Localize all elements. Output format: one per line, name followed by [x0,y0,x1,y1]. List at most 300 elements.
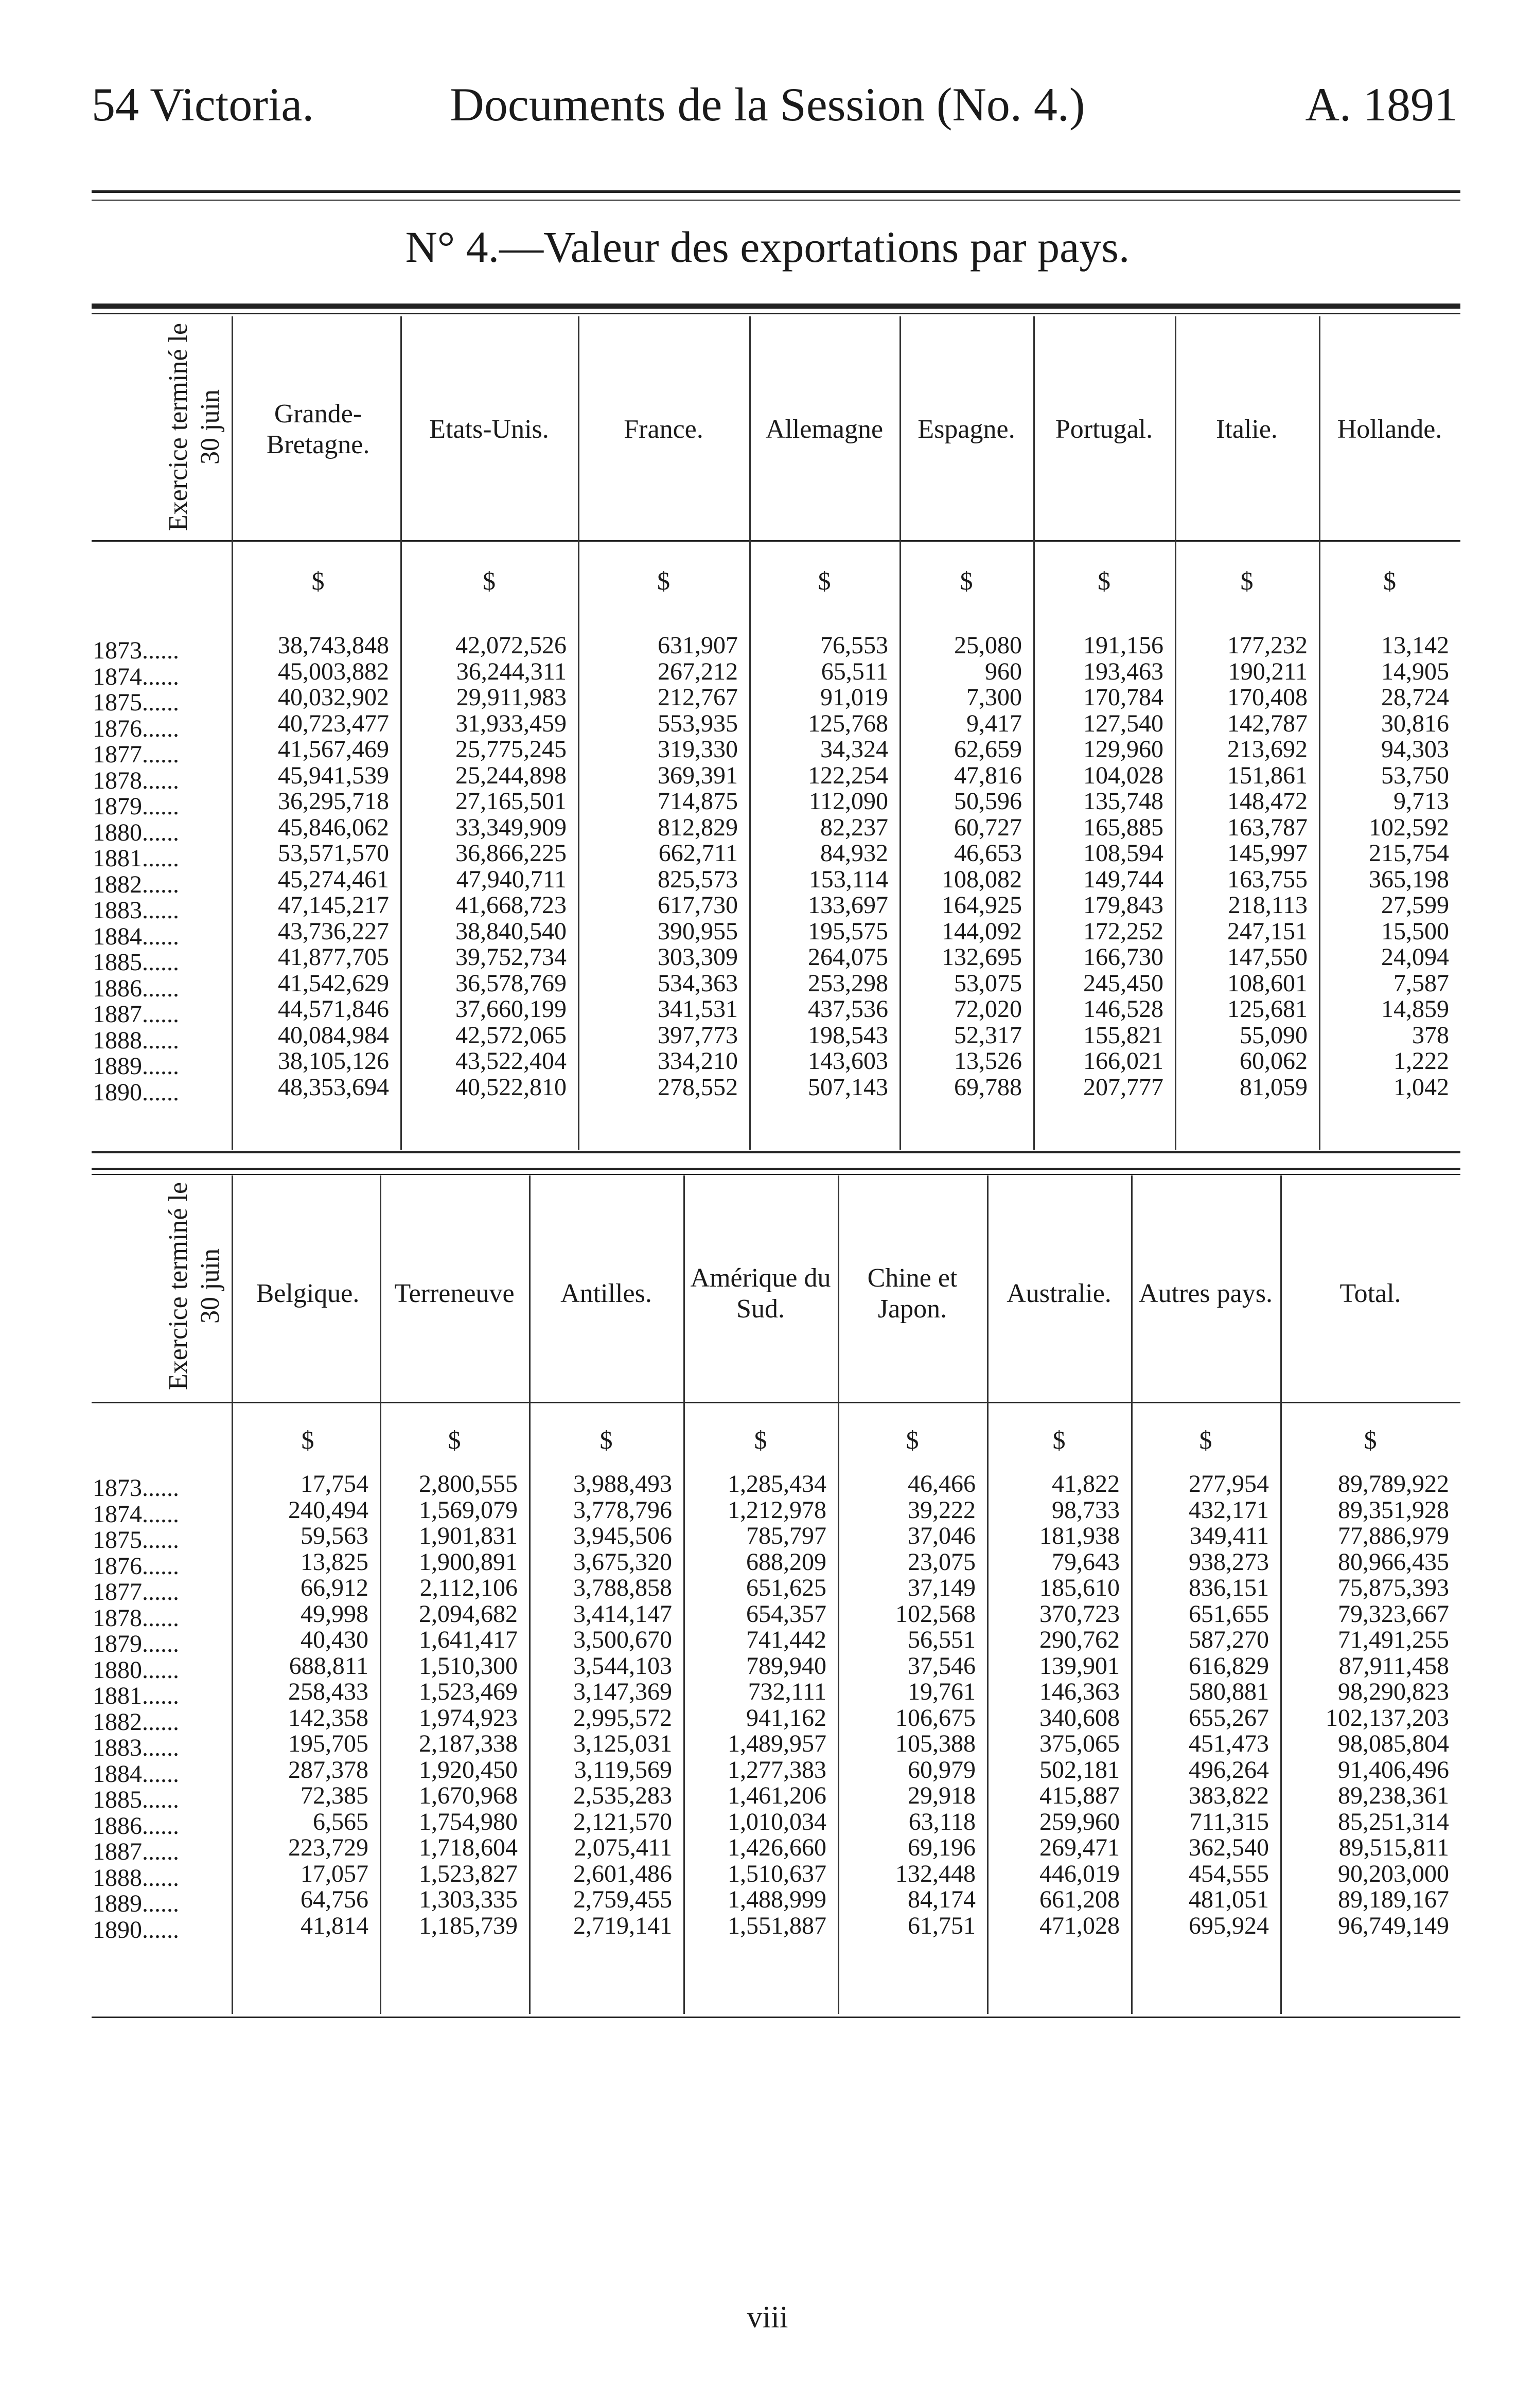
table-cell: 741,442 [746,1626,826,1653]
table-cell: 245,450 [1083,969,1163,997]
table-cell: 77,886,979 [1338,1522,1449,1549]
column-values-allemagne [749,633,888,1100]
table-cell: 1,277,383 [728,1756,826,1783]
year-label: 1878...... [93,1604,179,1632]
table-cell: 49,998 [301,1600,368,1628]
table-cell: 267,212 [658,657,738,685]
table-cell: 25,080 [954,632,1022,659]
table-cell: 148,472 [1227,788,1308,815]
table-cell: 46,466 [908,1470,976,1497]
column-values-autres-pays [1131,1471,1269,1939]
table-cell: 223,729 [288,1834,368,1861]
exports-table-2 [92,1168,1460,2032]
table-cell: 69,196 [908,1834,976,1861]
column-values-espagne [899,633,1022,1100]
table-cell: 29,918 [908,1782,976,1809]
table-cell: 1,461,206 [728,1782,826,1809]
table-cell: 98,085,804 [1338,1730,1449,1757]
table-cell: 127,540 [1083,709,1163,737]
table-cell: 29,911,983 [456,684,567,711]
year-label: 1879...... [93,793,179,820]
currency-symbol: $ [1098,566,1110,595]
table-cell: 72,020 [954,995,1022,1023]
header-rule-thick [92,190,1460,193]
table-cell: 38,840,540 [455,917,567,945]
table-cell: 617,730 [658,891,738,919]
table-cell: 60,727 [954,813,1022,841]
table-cell: 94,303 [1381,736,1449,763]
column-divider [232,316,233,1150]
table-cell: 34,324 [820,736,888,763]
table-cell: 146,528 [1083,995,1163,1023]
table-cell: 13,825 [301,1548,368,1576]
table-cell: 14,859 [1381,995,1449,1023]
table-cell: 2,535,283 [573,1782,672,1809]
table-cell: 122,254 [808,761,888,789]
year-label: 1880...... [93,818,179,846]
currency-symbol: $ [1052,1425,1066,1454]
table-cell: 69,788 [954,1073,1022,1101]
table-cell: 105,388 [895,1730,976,1757]
table-cell: 6,565 [313,1808,368,1835]
currency-symbol: $ [657,566,670,595]
table-cell: 253,298 [808,969,888,997]
table-cell: 40,084,984 [278,1021,389,1049]
table-cell: 2,121,570 [573,1808,672,1835]
table-cell: 2,112,106 [419,1574,518,1601]
table-cell: 79,643 [1052,1548,1120,1576]
year-label: 1885...... [93,1786,179,1813]
table-cell: 711,315 [1189,1808,1269,1835]
table-cell: 125,681 [1227,995,1308,1023]
table-cell: 655,267 [1189,1704,1269,1732]
table-cell: 195,705 [288,1730,368,1757]
table-cell: 9,417 [966,709,1022,737]
table-cell: 789,940 [746,1652,826,1680]
table-cell: 79,323,667 [1338,1600,1449,1628]
header-document-title: Documents de la Session (No. 4.) [450,78,1085,131]
table-cell: 258,433 [288,1678,368,1705]
column-header-grande-bretagne: Grande-Bretagne. [266,399,370,459]
table-cell: 7,587 [1393,969,1449,997]
table-cell: 147,550 [1227,943,1308,971]
table-cell: 66,912 [301,1574,368,1601]
table-cell: 81,059 [1240,1073,1308,1101]
table-cell: 2,075,411 [574,1834,672,1861]
table-cell: 84,932 [820,840,888,867]
table-cell: 84,174 [908,1886,976,1913]
table-cell: 23,075 [908,1548,976,1576]
year-label: 1874...... [93,663,179,690]
column-header-belgique: Belgique. [256,1279,360,1308]
table-bottom-rule [92,1151,1460,1153]
table-cell: 89,351,928 [1338,1496,1449,1524]
table-cell: 1,551,887 [728,1912,826,1939]
table-header-rule [92,1402,1460,1403]
year-column [93,638,247,1105]
table-cell: 212,767 [658,684,738,711]
table-cell: 172,252 [1083,917,1163,945]
table-cell: 341,531 [658,995,738,1023]
year-label: 1875...... [93,1526,179,1554]
table-cell: 661,208 [1039,1886,1120,1913]
table-cell: 36,295,718 [278,788,389,815]
year-label: 1882...... [93,1708,179,1736]
table-cell: 836,151 [1189,1574,1269,1601]
table-cell: 1,523,827 [419,1860,518,1887]
column-header-chine-et-japon: Chine et Japon. [867,1263,958,1324]
year-label: 1881...... [93,845,179,872]
table-cell: 3,414,147 [573,1600,672,1628]
year-label: 1886...... [93,974,179,1002]
table-cell: 695,924 [1189,1912,1269,1939]
table-cell: 52,317 [954,1021,1022,1049]
table-cell: 38,105,126 [278,1047,389,1075]
year-label: 1880...... [93,1656,179,1684]
column-values-grande-bretagne [236,633,389,1100]
year-label: 1877...... [93,1578,179,1606]
column-header-etats-unis: Etats-Unis. [429,415,549,444]
table-cell: 96,749,149 [1338,1912,1449,1939]
table-cell: 48,353,694 [278,1073,389,1101]
table-cell: 3,788,858 [573,1574,672,1601]
table-cell: 631,907 [658,632,738,659]
table-cell: 142,787 [1227,709,1308,737]
table-cell: 166,021 [1083,1047,1163,1075]
year-label: 1886...... [93,1812,179,1840]
table-cell: 454,555 [1189,1860,1269,1887]
table-top-rule [92,1168,1460,1170]
table-cell: 2,187,338 [419,1730,518,1757]
table-cell: 112,090 [808,788,888,815]
year-label: 1878...... [93,766,179,794]
table-cell: 397,773 [658,1021,738,1049]
table-cell: 132,695 [942,943,1022,971]
table-cell: 76,553 [820,632,888,659]
column-values-italie [1175,633,1308,1100]
table-cell: 165,885 [1083,813,1163,841]
table-cell: 30,816 [1381,709,1449,737]
table-cell: 60,979 [908,1756,976,1783]
table-cell: 785,797 [746,1522,826,1549]
table-cell: 142,358 [288,1704,368,1732]
column-values-total [1280,1471,1449,1939]
table-cell: 471,028 [1039,1912,1120,1939]
table-cell: 2,719,141 [573,1912,672,1939]
year-label: 1889...... [93,1890,179,1917]
table-cell: 825,573 [658,865,738,893]
table-cell: 179,843 [1083,891,1163,919]
header-rule-thin [92,200,1460,201]
table-cell: 37,149 [908,1574,976,1601]
table-cell: 85,251,314 [1338,1808,1449,1835]
table-cell: 45,846,062 [278,813,389,841]
table-cell: 80,966,435 [1338,1548,1449,1576]
year-label: 1888...... [93,1026,179,1054]
table-cell: 2,601,486 [573,1860,672,1887]
table-cell: 90,203,000 [1338,1860,1449,1887]
year-label: 1879...... [93,1630,179,1657]
table-cell: 42,072,526 [455,632,567,659]
table-cell: 39,222 [908,1496,976,1524]
column-values-amerique-du-sud [683,1471,826,1939]
table-cell: 19,761 [908,1678,976,1705]
column-values-france [578,633,738,1100]
table-cell: 264,075 [808,943,888,971]
column-values-terreneuve [380,1471,518,1939]
table-cell: 481,051 [1189,1886,1269,1913]
table-cell: 319,330 [658,736,738,763]
currency-symbol: $ [906,1425,919,1454]
table-cell: 104,028 [1083,761,1163,789]
table-cell: 89,789,922 [1338,1470,1449,1497]
year-label: 1876...... [93,1552,179,1580]
table-cell: 1,222 [1393,1047,1449,1075]
table-cell: 2,995,572 [573,1704,672,1732]
table-cell: 41,822 [1052,1470,1120,1497]
table-cell: 102,568 [895,1600,976,1628]
currency-symbol: $ [960,566,973,595]
table-cell: 362,540 [1189,1834,1269,1861]
year-label: 1882...... [93,870,179,898]
table-cell: 3,988,493 [573,1470,672,1497]
table-cell: 33,349,909 [455,813,567,841]
table-cell: 1,303,335 [419,1886,518,1913]
table-cell: 41,668,723 [455,891,567,919]
table-cell: 91,019 [820,684,888,711]
table-cell: 193,463 [1083,657,1163,685]
table-cell: 64,756 [301,1886,368,1913]
table-cell: 38,743,848 [278,632,389,659]
header-year: A. 1891 [1305,78,1458,131]
table-cell: 44,571,846 [278,995,389,1023]
year-label: 1881...... [93,1682,179,1709]
table-cell: 72,385 [301,1782,368,1809]
year-label: 1874...... [93,1500,179,1528]
table-cell: 163,755 [1227,865,1308,893]
table-cell: 43,736,227 [278,917,389,945]
table-cell: 63,118 [908,1808,976,1835]
table-cell: 1,212,978 [728,1496,826,1524]
table-cell: 2,800,555 [419,1470,518,1497]
table-cell: 17,057 [301,1860,368,1887]
table-cell: 89,189,167 [1338,1886,1449,1913]
year-label: 1884...... [93,1760,179,1788]
column-values-chine-et-japon [838,1471,976,1939]
table-cell: 40,430 [301,1626,368,1653]
table-header-rule [92,540,1460,542]
year-label: 1885...... [93,949,179,976]
table-cell: 7,300 [966,684,1022,711]
table-cell: 3,125,031 [573,1730,672,1757]
year-column [93,1475,247,1943]
table-cell: 437,536 [808,995,888,1023]
table-cell: 278,552 [658,1073,738,1101]
table-cell: 1,042 [1393,1073,1449,1101]
column-header-hollande: Hollande. [1337,415,1442,444]
table-cell: 56,551 [908,1626,976,1653]
table-cell: 651,625 [746,1574,826,1601]
table-cell: 3,675,320 [573,1548,672,1576]
table-cell: 82,237 [820,813,888,841]
table-cell: 50,596 [954,788,1022,815]
currency-symbol: $ [1199,1425,1212,1454]
column-header-espagne: Espagne. [918,415,1015,444]
table-cell: 106,675 [895,1704,976,1732]
table-cell: 47,816 [954,761,1022,789]
table-cell: 71,491,255 [1338,1626,1449,1653]
table-cell: 166,730 [1083,943,1163,971]
table-cell: 146,363 [1039,1678,1120,1705]
table-cell: 191,156 [1083,632,1163,659]
year-label: 1875...... [93,689,179,716]
page-title: N° 4.—Valeur des exportations par pays. [405,222,1130,272]
table-cell: 40,522,810 [455,1073,567,1101]
year-label: 1890...... [93,1078,179,1106]
table-cell: 45,274,461 [278,865,389,893]
table-cell: 163,787 [1227,813,1308,841]
table-cell: 378 [1412,1021,1449,1049]
table-cell: 47,940,711 [456,865,567,893]
table-cell: 40,032,902 [278,684,389,711]
exports-table-1 [92,304,1460,1178]
table-cell: 190,211 [1228,657,1308,685]
table-cell: 370,723 [1039,1600,1120,1628]
table-cell: 53,750 [1381,761,1449,789]
table-cell: 17,754 [301,1470,368,1497]
table-cell: 153,114 [808,865,888,893]
table-cell: 42,572,065 [455,1021,567,1049]
table-cell: 125,768 [808,709,888,737]
page-number: viii [747,2300,788,2334]
table-cell: 102,137,203 [1326,1704,1449,1732]
column-header-italie: Italie. [1216,415,1278,444]
year-label: 1873...... [93,637,179,664]
table-cell: 108,082 [942,865,1022,893]
table-cell: 432,171 [1189,1496,1269,1524]
table-cell: 240,494 [288,1496,368,1524]
currency-symbol: $ [599,1425,613,1454]
table-cell: 580,881 [1189,1678,1269,1705]
column-header-amerique-du-sud: Amérique du Sud. [690,1263,831,1324]
table-cell: 91,406,496 [1338,1756,1449,1783]
table-cell: 1,523,469 [419,1678,518,1705]
table-cell: 45,003,882 [278,657,389,685]
table-cell: 451,473 [1189,1730,1269,1757]
table-cell: 36,866,225 [455,840,567,867]
year-label: 1887...... [93,1001,179,1028]
table-cell: 2,759,455 [573,1886,672,1913]
header-session-year: 54 Victoria. [92,78,314,131]
table-cell: 1,010,034 [728,1808,826,1835]
table-cell: 215,754 [1369,840,1449,867]
table-cell: 53,571,570 [278,840,389,867]
table-cell: 365,198 [1369,865,1449,893]
table-cell: 3,119,569 [574,1756,672,1783]
column-header-total: Total. [1339,1279,1401,1308]
side-label: Exercice terminé le 30 juin [164,323,225,531]
table-cell: 415,887 [1039,1782,1120,1809]
table-cell: 3,147,369 [573,1678,672,1705]
table-cell: 108,601 [1227,969,1308,997]
table-cell: 259,960 [1039,1808,1120,1835]
table-cell: 61,751 [908,1912,976,1939]
table-cell: 1,754,980 [419,1808,518,1835]
table-cell: 534,363 [658,969,738,997]
table-cell: 185,610 [1039,1574,1120,1601]
currency-symbol: $ [1240,566,1254,595]
table-cell: 1,569,079 [419,1496,518,1524]
column-values-antilles [529,1471,672,1939]
year-label: 1873...... [93,1474,179,1502]
table-cell: 369,391 [658,761,738,789]
table-cell: 651,655 [1189,1600,1269,1628]
table-cell: 688,811 [289,1652,368,1680]
table-cell: 1,426,660 [728,1834,826,1861]
table-cell: 135,748 [1083,788,1163,815]
table-cell: 177,232 [1227,632,1308,659]
table-cell: 170,408 [1227,684,1308,711]
column-header-portugal: Portugal. [1055,415,1153,444]
table-cell: 1,489,957 [728,1730,826,1757]
table-cell: 89,515,811 [1338,1834,1449,1861]
table-cell: 303,309 [658,943,738,971]
table-cell: 40,723,477 [278,709,389,737]
table-cell: 218,113 [1228,891,1308,919]
side-label: Exercice terminé le 30 juin [164,1182,225,1390]
table-cell: 132,448 [895,1860,976,1887]
table-cell: 496,264 [1189,1756,1269,1783]
column-values-etats-unis [400,633,567,1100]
table-cell: 1,920,450 [419,1756,518,1783]
table-cell: 60,062 [1240,1047,1308,1075]
table-cell: 1,641,417 [419,1626,518,1653]
table-cell: 144,092 [942,917,1022,945]
table-cell: 1,185,739 [419,1912,518,1939]
column-divider [232,1175,233,2014]
table-cell: 1,488,999 [728,1886,826,1913]
table-cell: 1,670,968 [419,1782,518,1809]
currency-symbol: $ [818,566,831,595]
table-cell: 164,925 [942,891,1022,919]
table-cell: 502,181 [1039,1756,1120,1783]
table-cell: 41,877,705 [278,943,389,971]
table-cell: 39,752,734 [455,943,567,971]
table-cell: 46,653 [954,840,1022,867]
table-cell: 108,594 [1083,840,1163,867]
table-cell: 75,875,393 [1338,1574,1449,1601]
table-cell: 59,563 [301,1522,368,1549]
table-cell: 89,238,361 [1338,1782,1449,1809]
column-header-australie: Australie. [1007,1279,1111,1308]
table-cell: 3,945,506 [573,1522,672,1549]
table-cell: 375,065 [1039,1730,1120,1757]
table-cell: 213,692 [1227,736,1308,763]
table-cell: 9,713 [1393,788,1449,815]
year-label: 1884...... [93,922,179,950]
column-header-autres-pays: Autres pays. [1139,1279,1273,1308]
table-cell: 133,697 [808,891,888,919]
table-cell: 181,938 [1039,1522,1120,1549]
table-cell: 587,270 [1189,1626,1269,1653]
table-cell: 65,511 [821,657,888,685]
table-cell: 102,592 [1369,813,1449,841]
table-cell: 507,143 [808,1073,888,1101]
year-label: 1876...... [93,715,179,742]
table-cell: 139,901 [1039,1652,1120,1680]
table-cell: 170,784 [1083,684,1163,711]
table-cell: 1,718,604 [419,1834,518,1861]
